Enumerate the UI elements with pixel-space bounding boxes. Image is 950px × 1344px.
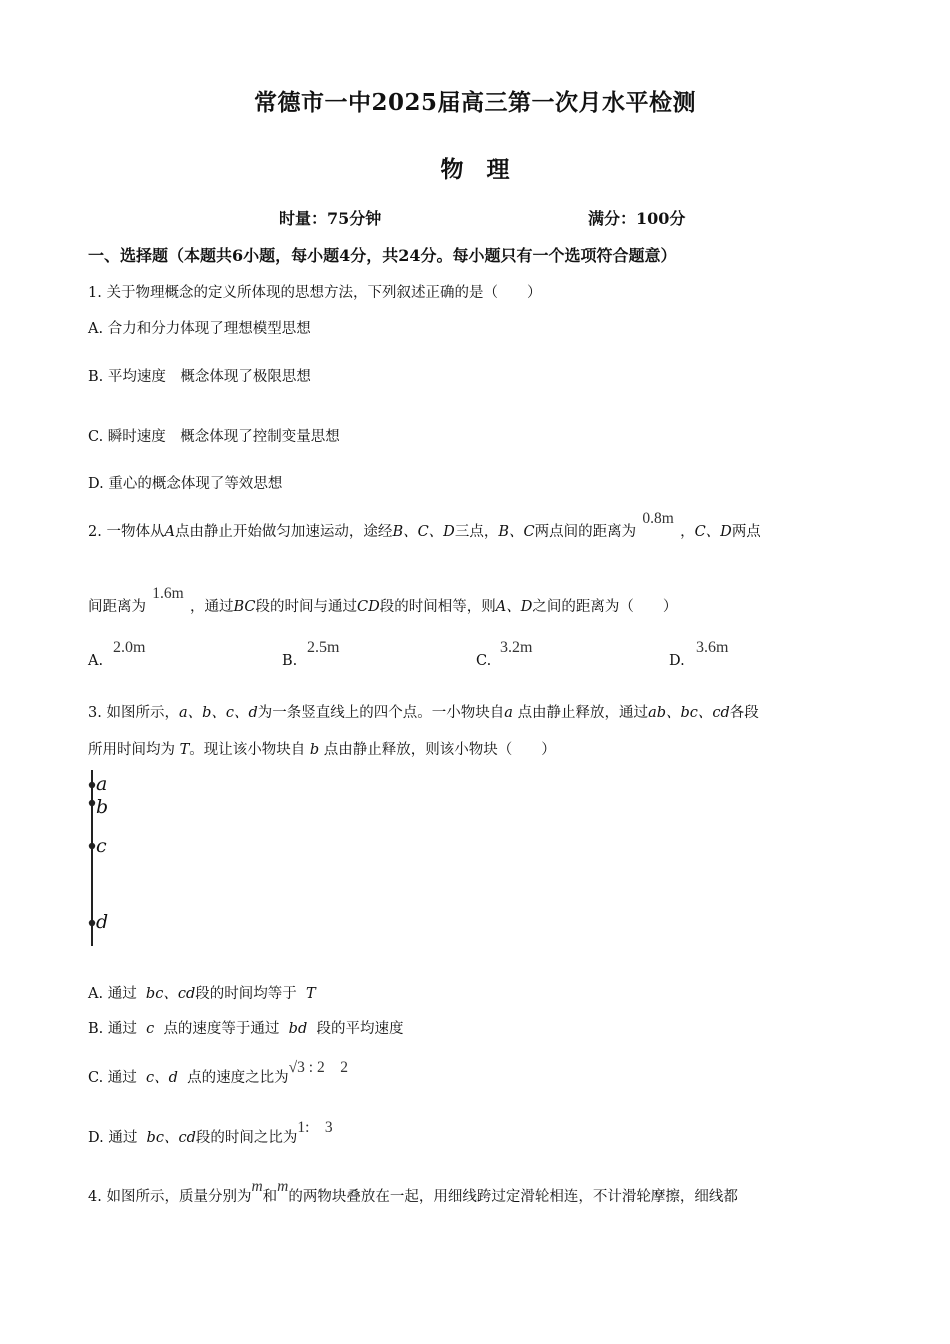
q1-option-a: A. 合力和分力体现了理想模型思想 (88, 321, 311, 337)
q3-option-d (88, 1119, 333, 1147)
q4-mass2: m (277, 1178, 289, 1195)
q2-seg: BC (233, 599, 256, 615)
q3-text: 为一条竖直线上的四个点。一小物块自 (257, 705, 505, 721)
q3-text: A. 通过 (88, 986, 137, 1002)
q3-option-a (88, 982, 316, 1003)
q3-text: 点的速度之比为 (187, 1070, 289, 1086)
q3-segs: bc、cd (145, 986, 196, 1002)
q2-seg: CD (357, 599, 380, 615)
q2-text: 段的时间与通过 (255, 599, 358, 615)
q3-text: B. 通过 (88, 1021, 137, 1037)
point-d-label: d (96, 911, 109, 933)
q3-point: c (146, 1021, 155, 1037)
q3-points: a、b、c、d (178, 705, 258, 721)
point-a-dot (89, 782, 95, 788)
q3-text: 段的时间之比为 (195, 1130, 298, 1146)
q3-text: 点的速度等于通过 (163, 1021, 280, 1037)
q3-point: b (309, 742, 320, 758)
q2-text: 之间的距离为（ ） (532, 599, 678, 615)
subject-title: 物 理 (440, 156, 510, 183)
q1-option-b: B. 平均速度 概念体现了极限思想 (88, 369, 311, 385)
q3-period: T (305, 986, 316, 1002)
q4-line1 (88, 1178, 738, 1206)
q3-option-c (88, 1059, 348, 1087)
q2-line1 (88, 510, 761, 541)
point-b-dot (89, 800, 95, 806)
q3-text: 点由静止释放，则该小物块（ ） (323, 742, 556, 758)
q3-point: a (504, 705, 513, 721)
q2-point: A (164, 524, 175, 540)
q3-text: 3. 如图所示， (88, 705, 179, 721)
q3-text: D. 通过 (88, 1130, 138, 1146)
point-d-dot (89, 920, 95, 926)
q2-text: 间距离为 (88, 599, 146, 615)
q2-text: ， (680, 524, 695, 540)
q3-line2 (88, 738, 556, 759)
q2-text: 三点， (454, 524, 499, 540)
q3-ratio-c: √3 : 2 2 (288, 1059, 348, 1076)
score-label: 满分：100分 (588, 209, 686, 228)
q2-option-b-value: 2.5m (307, 639, 340, 656)
q2-dist-cd: 1.6m (152, 585, 184, 602)
q2-points: B、C (498, 524, 535, 540)
q3-option-b (88, 1017, 403, 1038)
q2-option-b-label: B. (282, 653, 298, 669)
q3-text: C. 通过 (88, 1070, 137, 1086)
q3-segs: bc、cd (146, 1130, 196, 1146)
q2-points: B、C、D (392, 524, 455, 540)
q2-text: ，通过 (190, 599, 234, 615)
q4-text: 的两物块叠放在一起，用细线跨过定滑轮相连，不计滑轮摩擦，细线都 (288, 1189, 738, 1205)
q3-text: 段的平均速度 (316, 1021, 404, 1037)
q2-points: C、D (694, 524, 732, 540)
q4-text: 4. 如图所示，质量分别为 (88, 1189, 252, 1205)
point-a-label: a (96, 773, 108, 795)
q2-text: 两点 (731, 524, 761, 540)
q3-text: 点由静止释放，通过 (517, 705, 649, 721)
point-c-label: c (96, 835, 107, 857)
q4-text: 和 (262, 1189, 278, 1205)
q1-option-c: C. 瞬时速度 概念体现了控制变量思想 (88, 429, 340, 445)
q2-points: A、D (495, 599, 533, 615)
point-b-label: b (96, 796, 109, 818)
q3-segs: ab、bc、cd (648, 705, 730, 721)
q1-option-d: D. 重心的概念体现了等效思想 (88, 476, 283, 492)
q2-text: 2. 一物体从 (88, 524, 165, 540)
q3-text: 段的时间均等于 (195, 986, 297, 1002)
q1-stem: 1. 关于物理概念的定义所体现的思想方法，下列叙述正确的是（ ） (88, 285, 542, 301)
q3-text: 所用时间均为 (88, 742, 175, 758)
section-heading: 一、选择题（本题共6小题，每小题4分，共24分。每小题只有一个选项符合题意） (88, 246, 677, 265)
q2-option-a-value: 2.0m (113, 639, 146, 656)
q3-period: T (179, 742, 190, 758)
time-label: 时量：75分钟 (279, 209, 382, 228)
q2-text: 段的时间相等，则 (379, 599, 496, 615)
exam-title: 常德市一中2025届高三第一次月水平检测 (253, 89, 696, 116)
q3-seg: bd (288, 1021, 308, 1037)
q3-text: 各段 (729, 705, 759, 721)
point-c-dot (89, 843, 95, 849)
q2-option-d-label: D. (669, 653, 685, 669)
q2-option-c-value: 3.2m (500, 639, 533, 656)
q3-text: 。现让该小物块自 (189, 742, 306, 758)
q4-mass1: m (251, 1178, 263, 1195)
q2-line2 (88, 585, 678, 616)
q2-text: 两点间的距离为 (534, 524, 637, 540)
q3-ratio-d: 1: 3 (297, 1119, 333, 1136)
q2-text: 点由静止开始做匀加速运动，途经 (174, 524, 393, 540)
q2-dist-bc: 0.8m (642, 510, 674, 527)
q3-points: c、d (146, 1070, 178, 1086)
q2-option-c-label: C. (476, 653, 492, 669)
q2-option-a-label: A. (88, 653, 104, 669)
q2-option-d-value: 3.6m (696, 639, 729, 656)
q3-line1 (88, 701, 759, 722)
